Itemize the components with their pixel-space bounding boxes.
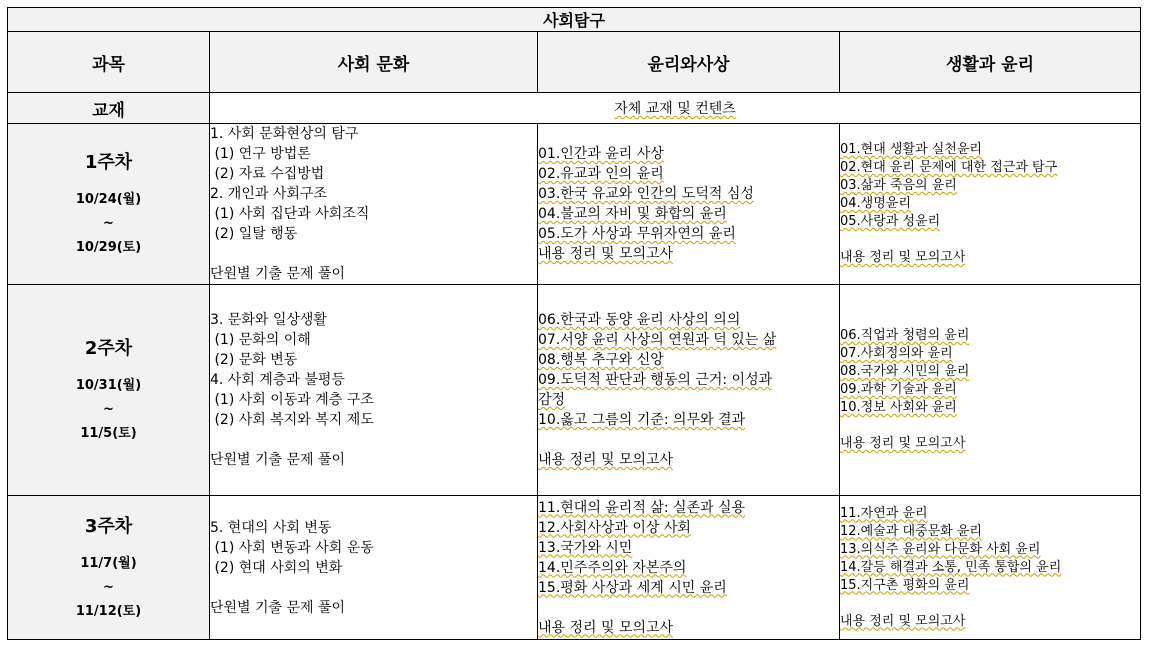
list-item: (1) 사회 이동과 계층 구조: [210, 392, 374, 408]
list-item: 내용 정리 및 모의고사: [538, 452, 674, 468]
list-item: 11.현대의 윤리적 삶: 실존과 실용: [538, 499, 746, 516]
list-item: 11.자연과 윤리: [840, 505, 928, 521]
list-item: (2) 사회 복지와 복지 제도: [210, 412, 374, 428]
spacer: [210, 244, 537, 264]
list-item: (1) 사회 변동과 사회 운동: [210, 539, 374, 556]
spacer: [538, 598, 839, 618]
list-item: 10.옳고 그름의 기준: 의무와 결과: [538, 412, 746, 428]
week-title: 2주차: [84, 338, 133, 359]
list-item: 내용 정리 및 모의고사: [538, 246, 674, 262]
list-item: (1) 연구 방법론: [210, 146, 311, 162]
list-item: 06.한국과 동양 윤리 사상의 의의: [538, 312, 741, 328]
schedule-table: [7, 7, 1141, 640]
list-item: 14.갈등 해결과 소통, 민족 통합의 윤리: [840, 559, 1062, 575]
week-end-date: 10/29(토): [75, 240, 142, 255]
list-item: 03.한국 유교와 인간의 도덕적 심성: [538, 186, 754, 202]
list-item: 4. 사회 계층과 불평등: [210, 372, 345, 388]
life-ethics-content: [840, 285, 1141, 496]
list-item: 감정: [538, 392, 566, 408]
textbook-label-cell: [8, 93, 210, 124]
list-item: 03.삶과 죽음의 윤리: [840, 178, 957, 193]
header-subject: 과목: [8, 32, 210, 93]
social-culture-content: [210, 496, 538, 640]
list-item: (2) 문화 변동: [210, 352, 298, 368]
list-item: 12.사회사상과 이상 사회: [538, 519, 691, 536]
header-social-culture: 사회 문화: [210, 32, 538, 93]
week-label-cell: [8, 124, 210, 285]
header-life-ethics: 생활과 윤리: [840, 32, 1141, 93]
list-item: 15.지구촌 평화의 윤리: [840, 577, 970, 593]
week-row: [8, 496, 1141, 640]
textbook-value: 자체 교재 및 컨텐츠: [210, 93, 1141, 124]
spacer: [840, 231, 1140, 249]
list-item: 내용 정리 및 모의고사: [840, 613, 966, 629]
spacer: [840, 417, 1140, 435]
list-item: 02.유교과 인의 윤리: [538, 166, 664, 182]
list-item: 12.예술과 대중문화 윤리: [840, 523, 982, 539]
week-title: 1주차: [84, 152, 133, 173]
table-title: 사회탐구: [8, 8, 1141, 32]
week-start-date: 10/31(월): [75, 378, 142, 393]
list-item: 04.불교의 자비 및 화합의 윤리: [538, 206, 727, 222]
week-end-date: 11/12(토): [75, 603, 142, 619]
list-item: 05.사랑과 성윤리: [840, 214, 941, 229]
life-ethics-content: [840, 496, 1141, 640]
list-item: 01.인간과 윤리 사상: [538, 146, 664, 162]
ethics-thought-content: [538, 496, 840, 640]
list-item: 14.민주주의와 자본주의: [538, 559, 687, 576]
ethics-thought-content: [538, 285, 840, 496]
list-item: 내용 정리 및 모의고사: [538, 619, 674, 636]
list-item: 09.과학 기술과 윤리: [840, 382, 957, 397]
list-item: 06.직업과 청렴의 윤리: [840, 328, 970, 343]
spacer: [840, 595, 1140, 613]
week-label-cell: [8, 285, 210, 496]
week-start-date: 10/24(월): [75, 192, 142, 207]
list-item: 단원별 기출 문제 풀이: [210, 599, 346, 616]
list-item: 08.행복 추구와 신앙: [538, 352, 664, 368]
week-label-cell: [8, 496, 210, 640]
list-item: 05.도가 사상과 무위자연의 윤리: [538, 226, 736, 242]
list-item: 01.현대 생활과 실천윤리: [840, 142, 982, 157]
textbook-label: 교재: [92, 100, 125, 121]
list-item: 07.사회정의와 윤리: [840, 346, 953, 361]
list-item: (2) 현대 사회의 변화: [210, 559, 343, 576]
list-item: (1) 사회 집단과 사회조직: [210, 206, 370, 222]
list-item: 단원별 기출 문제 풀이: [210, 452, 346, 468]
spacer: [210, 578, 537, 598]
list-item: 3. 문화와 일상생활: [210, 312, 327, 328]
list-item: 07.서양 윤리 사상의 연원과 덕 있는 삶: [538, 332, 777, 348]
list-item: 02.현대 윤리 문제에 대한 접근과 탐구: [840, 160, 1058, 175]
week-start-date: 11/7(월): [80, 555, 137, 571]
ethics-thought-content: [538, 124, 840, 285]
list-item: (1) 문화의 이해: [210, 332, 311, 348]
list-item: 04.생명윤리: [840, 196, 911, 211]
week-date-separator: ~: [103, 216, 114, 231]
spacer: [210, 430, 537, 450]
week-row: [8, 285, 1141, 496]
list-item: 내용 정리 및 모의고사: [840, 436, 966, 451]
list-item: 1. 사회 문화현상의 탐구: [210, 126, 359, 142]
social-culture-content: [210, 124, 538, 285]
list-item: 단원별 기출 문제 풀이: [210, 266, 346, 282]
list-item: (2) 자료 수집방법: [210, 166, 325, 182]
social-culture-content: [210, 285, 538, 496]
week-row: [8, 124, 1141, 285]
week-date-separator: ~: [103, 579, 114, 595]
spacer: [538, 430, 839, 450]
list-item: (2) 일탈 행동: [210, 226, 298, 242]
list-item: 13.의식주 윤리와 다문화 사회 윤리: [840, 541, 1041, 557]
list-item: 10.정보 사회와 윤리: [840, 400, 957, 415]
life-ethics-content: [840, 124, 1141, 285]
week-title: 3주차: [84, 515, 133, 537]
list-item: 08.국가와 시민의 윤리: [840, 364, 970, 379]
list-item: 2. 개인과 사회구조: [210, 186, 327, 202]
list-item: 13.국가와 시민: [538, 539, 633, 556]
week-date-separator: ~: [103, 402, 114, 417]
header-ethics-thought: 윤리와사상: [538, 32, 840, 93]
list-item: 내용 정리 및 모의고사: [840, 250, 966, 265]
list-item: 09.도덕적 판단과 행동의 근거: 이성과: [538, 372, 773, 388]
list-item: 5. 현대의 사회 변동: [210, 519, 332, 536]
list-item: 15.평화 사상과 세계 시민 윤리: [538, 579, 727, 596]
week-end-date: 11/5(토): [80, 426, 137, 441]
